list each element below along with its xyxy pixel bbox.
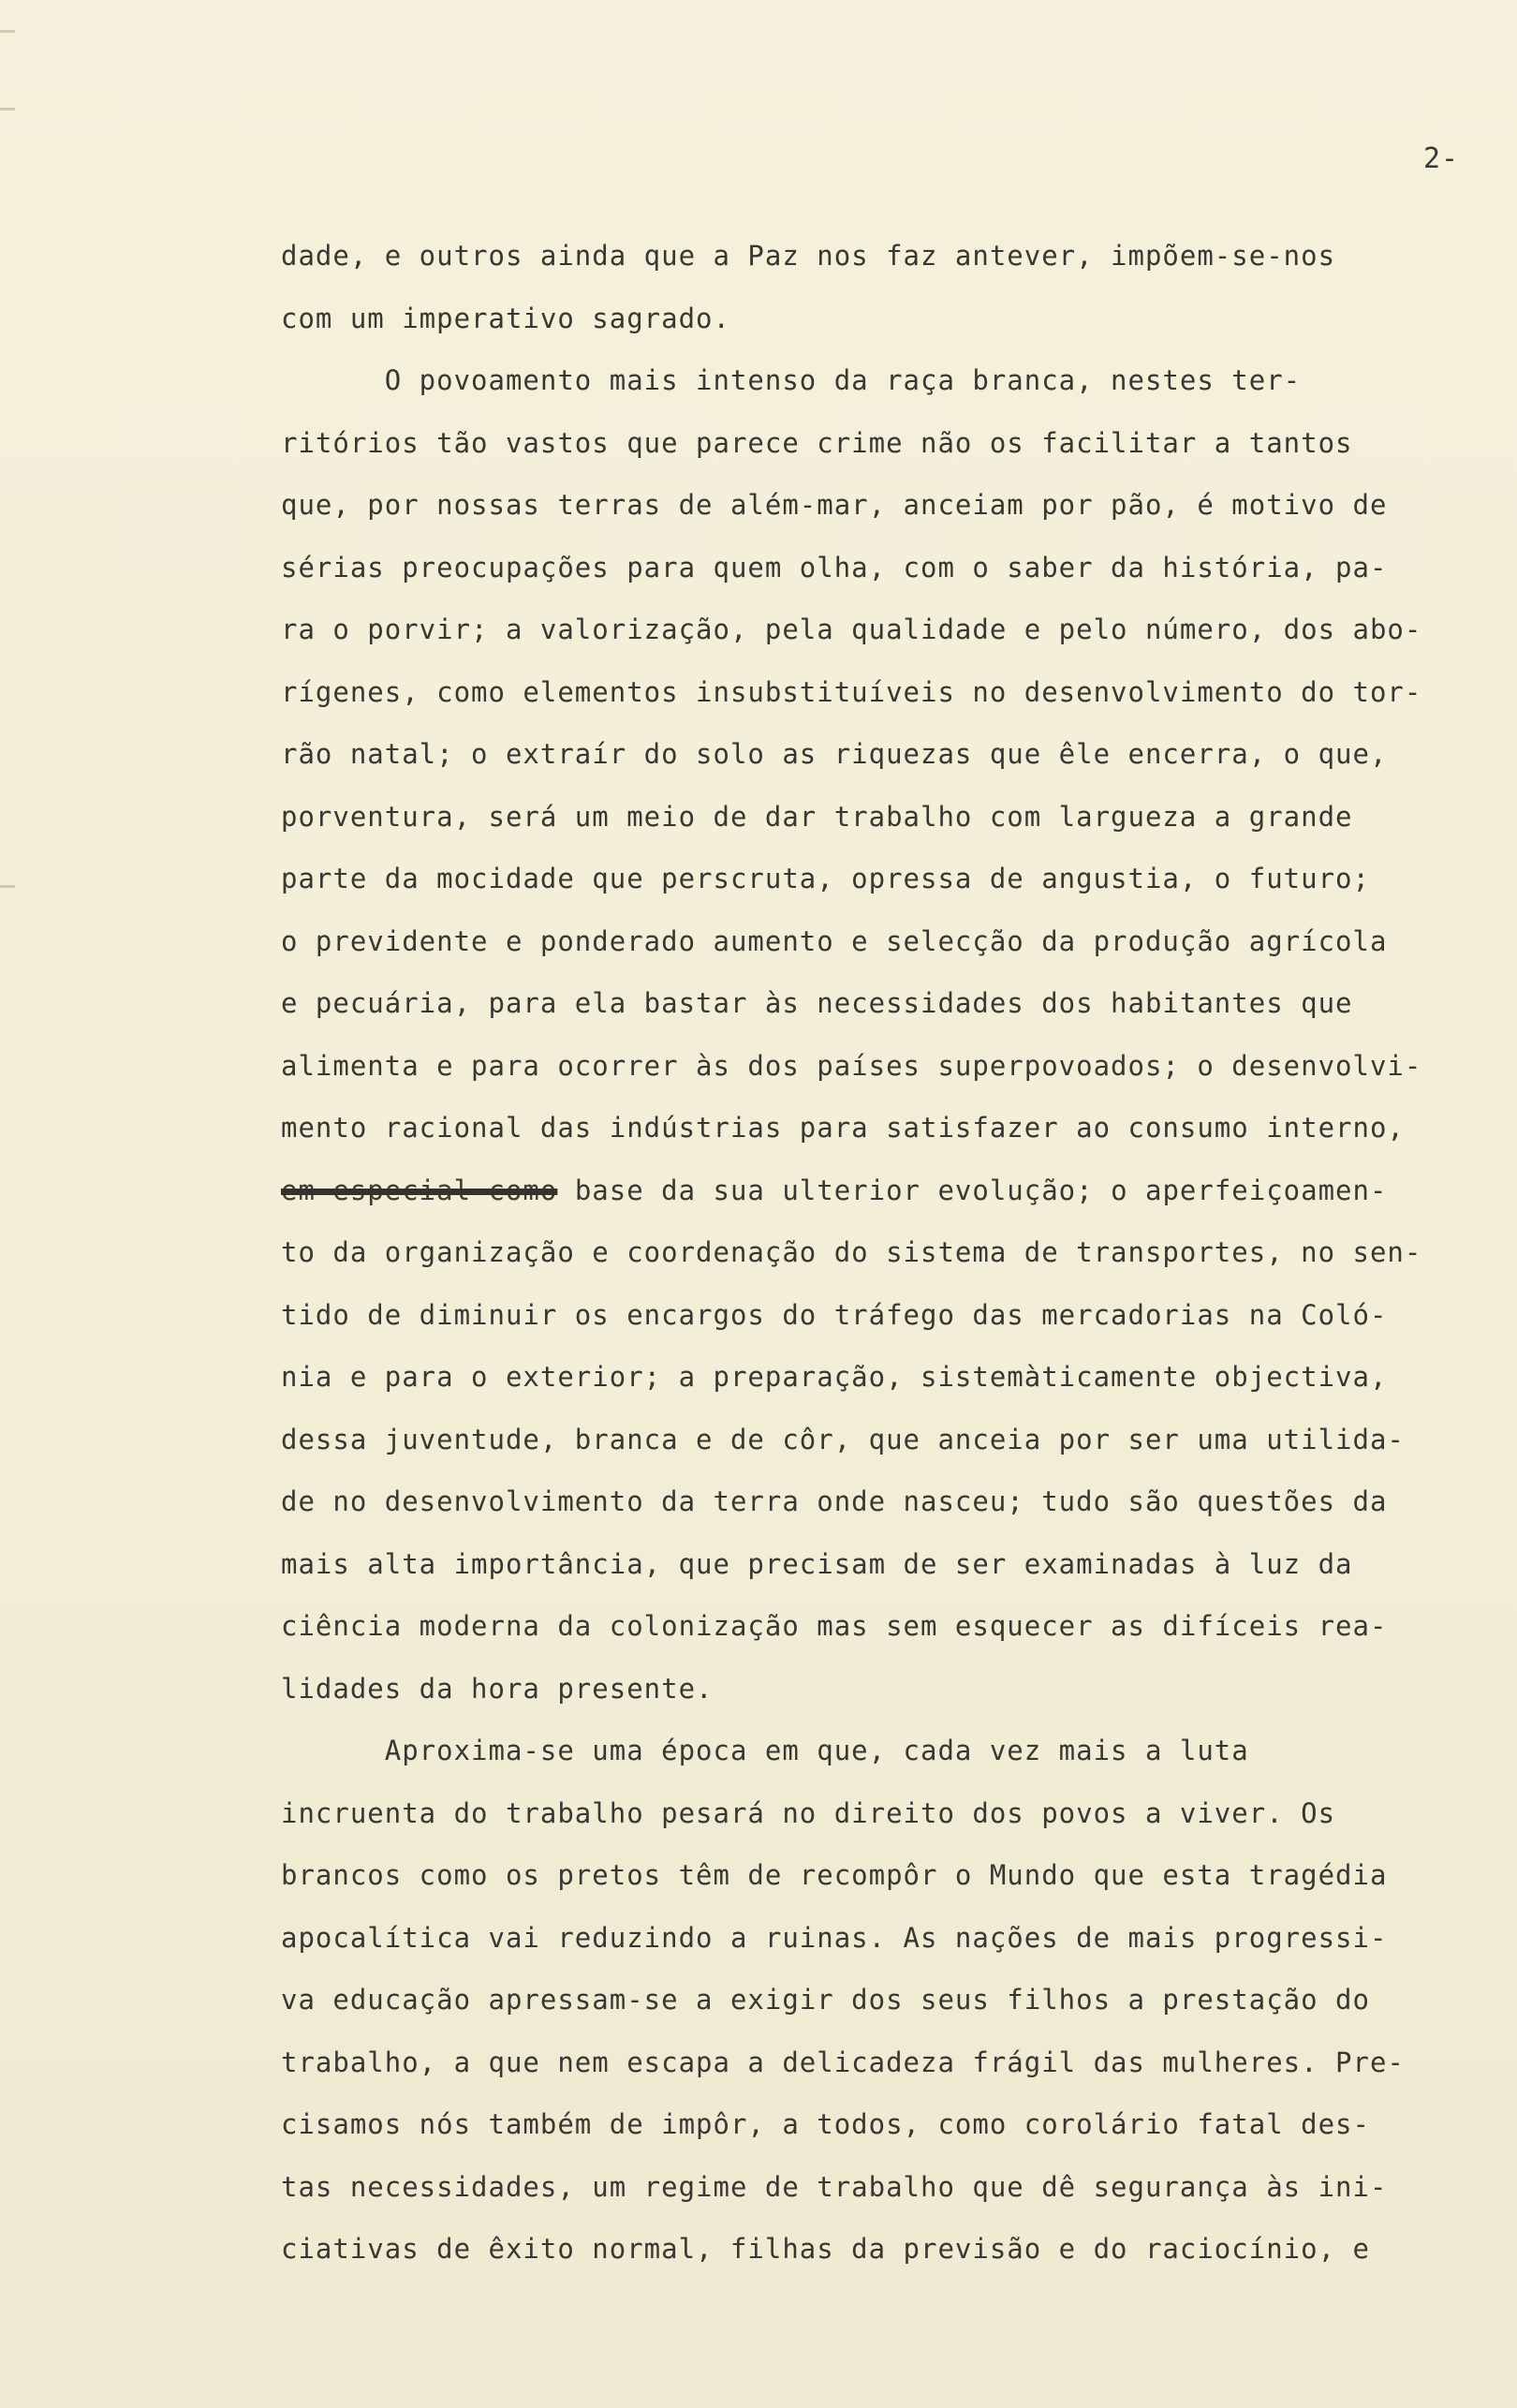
body-text <box>281 225 1508 2281</box>
text-line: o previdente e ponderado aumento e selecção da produção agrícola <box>281 924 1388 957</box>
text-line: parte da mocidade que perscruta, opressa de angustia, o futuro; <box>281 863 1370 894</box>
text-line: ciência moderna da colonização mas sem esquecer as difíceis rea- <box>281 1610 1388 1642</box>
text-line: mento racional das indústrias para satisfazer ao consumo interno, <box>281 1112 1405 1144</box>
text-line: ritórios tão vastos que parece crime não os facilitar a tantos <box>281 426 1353 459</box>
text-line: ra o porvir; a valorização, pela qualidade e pelo número, dos abo- <box>281 613 1422 645</box>
text-line: tido de diminuir os encargos do tráfego das mercadorias na Coló- <box>281 1298 1388 1331</box>
text-line: incruenta do trabalho pesará no direito dos povos a viver. Os <box>281 1796 1336 1829</box>
text-line: O povoamento mais intenso da raça branca, nestes ter- <box>281 364 1302 396</box>
text-line: de no desenvolvimento da terra onde nasceu; tudo são questões da <box>281 1485 1388 1517</box>
text-line: trabalho, a que nem escapa a delicadeza frágil das mulheres. Pre- <box>281 2046 1405 2078</box>
text-line: lidades da hora presente. <box>281 1672 714 1705</box>
text-line: dessa juventude, branca e de côr, que anceia por ser uma utilida- <box>281 1423 1405 1455</box>
text-line: brancos como os pretos têm de recompôr o Mundo que esta tragédia <box>281 1859 1388 1891</box>
page-number: 2- <box>1423 142 1460 175</box>
text-line: apocalítica vai reduzindo a ruinas. As nações de mais progressi- <box>281 1921 1388 1954</box>
text-line: sérias preocupações para quem olha, com o saber da história, pa- <box>281 551 1388 584</box>
text-line: tas necessidades, um regime de trabalho que dê segurança às ini- <box>281 2170 1388 2203</box>
struck-out-text: em especial como <box>281 1174 558 1206</box>
text-line: Aproxima-se uma época em que, cada vez mais a luta <box>281 1735 1249 1766</box>
text-line <box>281 1160 1508 1222</box>
text-line: cisamos nós também de impôr, a todos, como corolário fatal des- <box>281 2108 1370 2140</box>
text-line: com um imperativo sagrado. <box>281 302 730 334</box>
text-line: e pecuária, para ela bastar às necessidades dos habitantes que <box>281 987 1353 1019</box>
paper-edge-mark <box>0 30 15 33</box>
text-line: nia e para o exterior; a preparação, sistemàticamente objectiva, <box>281 1361 1388 1393</box>
text-line: va educação apressam-se a exigir dos seus filhos a prestação do <box>281 1984 1370 2016</box>
text-line: mais alta importância, que precisam de ser examinadas à luz da <box>281 1547 1353 1580</box>
text-line: rão natal; o extraír do solo as riquezas que êle encerra, o que, <box>281 738 1388 770</box>
text-line: alimenta e para ocorrer às dos países superpovoados; o desenvolvi- <box>281 1049 1422 1082</box>
line-text: base da sua ulterior evolução; o aperfeiçoamen- <box>557 1174 1388 1206</box>
text-line: to da organização e coordenação do sistema de transportes, no sen- <box>281 1236 1422 1268</box>
text-line: que, por nossas terras de além-mar, anceiam por pão, é motivo de <box>281 489 1388 521</box>
paper-edge-mark <box>0 885 15 888</box>
paper-edge-mark <box>0 108 15 111</box>
text-line: ciativas de êxito normal, filhas da previsão e do raciocínio, e <box>281 2233 1370 2265</box>
text-line: porventura, será um meio de dar trabalho com largueza a grande <box>281 800 1353 833</box>
text-line: dade, e outros ainda que a Paz nos faz antever, impõem-se-nos <box>281 240 1336 272</box>
text-line: rígenes, como elementos insubstituíveis no desenvolvimento do tor- <box>281 675 1422 708</box>
